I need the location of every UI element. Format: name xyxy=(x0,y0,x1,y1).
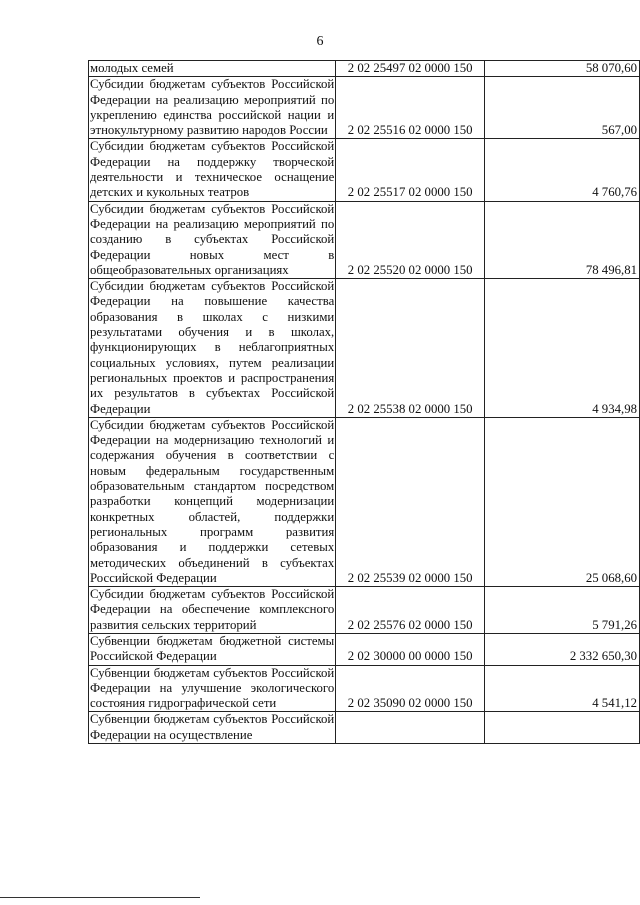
page-number: 6 xyxy=(316,34,324,49)
table-row xyxy=(89,712,640,744)
table-row xyxy=(89,201,640,278)
footnote-divider xyxy=(0,897,200,898)
row-amount: 58 070,60 xyxy=(485,61,640,77)
budget-revenue-table xyxy=(88,60,640,744)
row-amount: 4 760,76 xyxy=(485,139,640,201)
row-description: Субсидии бюджетам субъектов Российской Федерации на поддержку творческой деятельности и техническое оснащение детских и кукольных театров xyxy=(90,139,335,200)
row-amount: 2 332 650,30 xyxy=(485,633,640,665)
row-budget-code: 2 02 25517 02 0000 150 xyxy=(336,139,485,201)
row-amount: 25 068,60 xyxy=(485,417,640,586)
row-budget-code: 2 02 25520 02 0000 150 xyxy=(336,201,485,278)
table-row xyxy=(89,279,640,418)
row-amount: 78 496,81 xyxy=(485,201,640,278)
table-row xyxy=(89,77,640,139)
row-amount: 4 541,12 xyxy=(485,665,640,712)
row-amount xyxy=(485,712,640,744)
row-amount: 567,00 xyxy=(485,77,640,139)
row-description: Субсидии бюджетам субъектов Российской Федерации на повышение качества образования в школах с низкими результатами обучения и в школах, функционирующих в неблагоприятных социальных условиях, путем реализации региональных проектов и распространения их результатов в субъектах Российской Федерации xyxy=(90,279,335,416)
row-amount: 5 791,26 xyxy=(485,587,640,634)
row-budget-code: 2 02 25497 02 0000 150 xyxy=(336,61,485,77)
row-budget-code: 2 02 35090 02 0000 150 xyxy=(336,665,485,712)
table-row xyxy=(89,587,640,634)
table-row xyxy=(89,61,640,77)
row-description: Субсидии бюджетам субъектов Российской Федерации на реализацию мероприятий по укреплению единства российской нации и этнокультурному развитию народов России xyxy=(90,77,335,138)
table-row xyxy=(89,139,640,201)
row-budget-code: 2 02 25539 02 0000 150 xyxy=(336,417,485,586)
row-description: Субвенции бюджетам субъектов Российской Федерации на улучшение экологического состояния гидрографической сети xyxy=(90,665,335,711)
row-budget-code: 2 02 25516 02 0000 150 xyxy=(336,77,485,139)
row-budget-code: 2 02 30000 00 0000 150 xyxy=(336,633,485,665)
table-row xyxy=(89,665,640,712)
row-budget-code: 2 02 25576 02 0000 150 xyxy=(336,587,485,634)
table-row xyxy=(89,633,640,665)
row-description: Субвенции бюджетам бюджетной системы Российской Федерации xyxy=(90,633,335,664)
row-description: молодых семей xyxy=(89,61,336,77)
row-budget-code xyxy=(336,712,485,744)
row-description: Субсидии бюджетам субъектов Российской Федерации на реализацию мероприятий по созданию в субъектах Российской Федерации новых мест в общеобразовательных организациях xyxy=(90,201,335,277)
row-description: Субсидии бюджетам субъектов Российской Федерации на модернизацию технологий и содержания обучения в соответствии с новым федеральным государственным образовательным стандартом посредством разработки концепций модернизации конкретных областей, поддержки региональных программ развития образования и поддержки сетевых методических объединений в субъектах Российской Федерации xyxy=(90,417,335,585)
row-description: Субсидии бюджетам субъектов Российской Федерации на обеспечение комплексного развития сельских территорий xyxy=(90,587,335,632)
row-amount: 4 934,98 xyxy=(485,279,640,418)
table-row xyxy=(89,417,640,586)
row-description: Субвенции бюджетам субъектов Российской Федерации на осуществление xyxy=(90,712,335,742)
row-budget-code: 2 02 25538 02 0000 150 xyxy=(336,279,485,418)
